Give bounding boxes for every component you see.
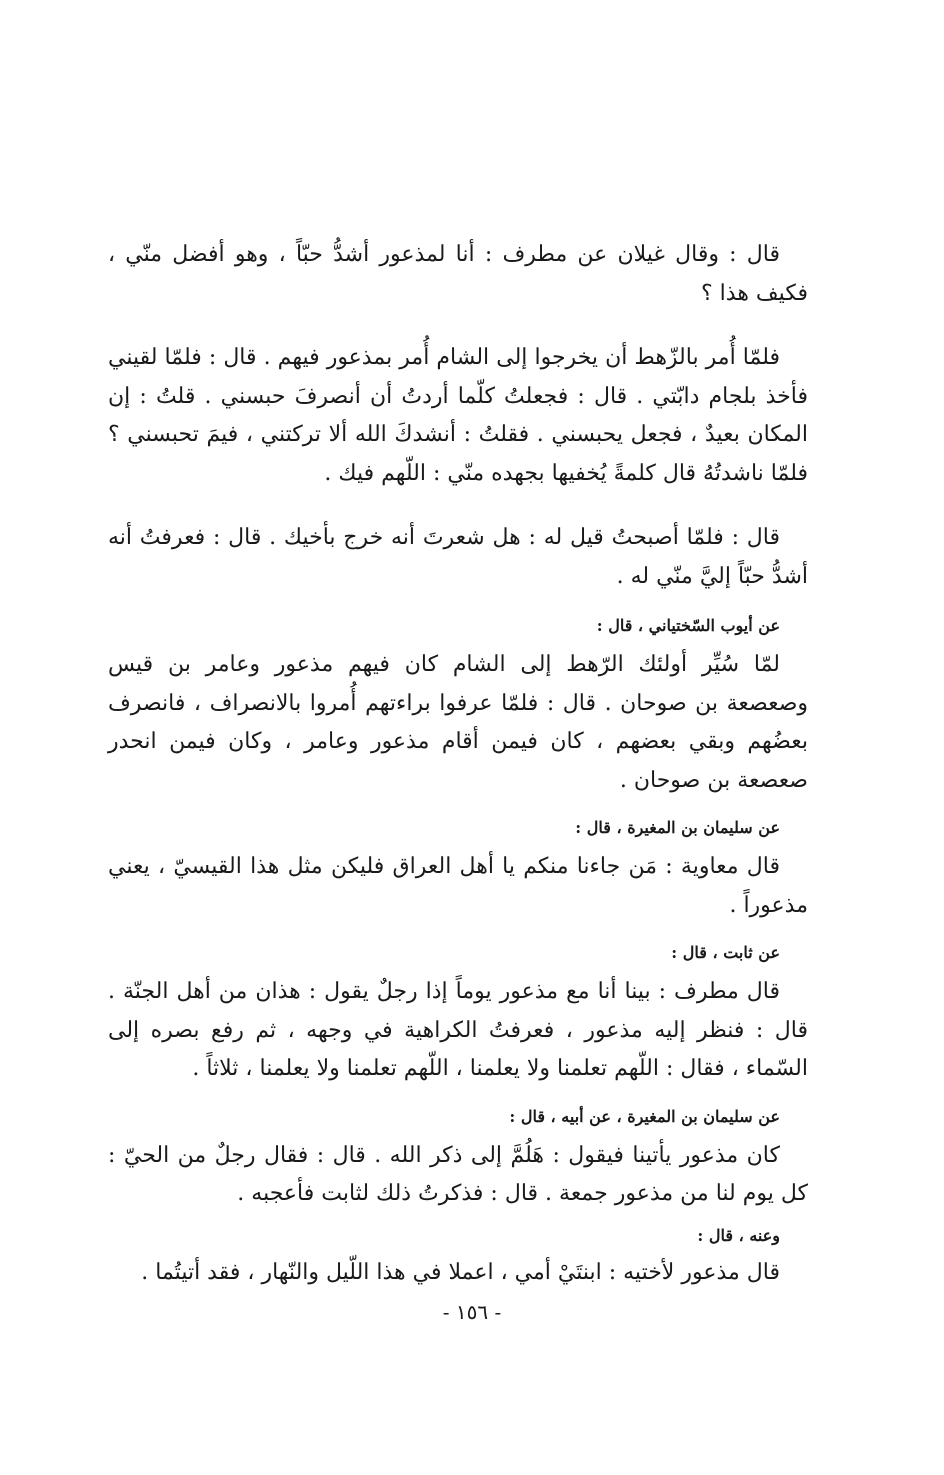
paragraph: فلمّا أُمر بالزّهط أن يخرجوا إلى الشام أُمر بمذعور فيهم . قال : فلمّا لقيني فأخذ بلجام دابّتي . قال : فجعلتُ كلّما أردتُ أن أنصرفَ حبسني . قلتُ : إن المكان بعيدٌ ، فجعل يحبسني . فقلتُ : أنشدكَ الله ألا تركتني ، فيمَ تحبسني ؟ فلمّا ناشدتُهُ قال كلمةً يُخفيها بجهده منّي : اللّهم فيك . [108, 345, 808, 486]
narrator-heading: وعنه ، قال : [697, 1225, 780, 1245]
page-number: - ١٥٦ - [442, 1300, 502, 1324]
narrator-heading: عن ثابت ، قال : [671, 943, 780, 962]
narrator-heading: عن أيوب السّختياني ، قال : [596, 616, 780, 635]
text-column [108, 236, 808, 1292]
paragraph: قال معاوية : مَن جاءنا منكم يا أهل العراق فليكن مثل هذا القيسيّ ، يعني مذعوراً . [108, 854, 808, 918]
paragraph: قال : فلمّا أصبحتُ قيل له : هل شعرتَ أنه خرج بأخيك . قال : فعرفتُ أنه أشدُّ حبّاً إليَّ منّي له . [108, 525, 808, 589]
narrator-heading: عن سليمان بن المغيرة ، قال : [575, 818, 780, 837]
paragraph: قال مطرف : بينا أنا مع مذعور يوماً إذا رجلٌ يقول : هذان من أهل الجنّة . قال : فنظر إليه مذعور ، فعرفتُ الكراهية في وجهه ، ثم رفع بصره إلى السّماء ، فقال : اللّهم تعلمنا ولا يعلمنا ، اللّهم تعلمنا ولا يعلمنا ، ثلاثاً . [108, 979, 808, 1081]
paragraph: لمّا سُيِّر أولئك الرّهط إلى الشام كان فيهم مذعور وعامر بن قيس وصعصعة بن صوحان . قال : فلمّا عرفوا براءتهم أُمروا بالانصراف ، فانصرف بعضُهم وبقي بعضهم ، كان فيمن أقام مذعور وعامر ، وكان فيمن انحدر صعصعة بن صوحان . [108, 652, 808, 793]
paragraph: كان مذعور يأتينا فيقول : هَلُمَّ إلى ذكر الله . قال : فقال رجلٌ من الحيّ : كل يوم لنا من مذعور جمعة . قال : فذكرتُ ذلك لثابت فأعجبه . [108, 1142, 808, 1206]
narrator-heading: عن سليمان بن المغيرة ، عن أبيه ، قال : [509, 1106, 780, 1126]
paragraph: قال : وقال غيلان عن مطرف : أنا لمذعور أشدُّ حبّاً ، وهو أفضل منّي ، فكيف هذا ؟ [108, 242, 808, 306]
paragraph: قال مذعور لأختيه : ابنتَيْ أمي ، اعملا في هذا اللّيل والنّهار ، فقد أتيتُما . [141, 1259, 780, 1285]
